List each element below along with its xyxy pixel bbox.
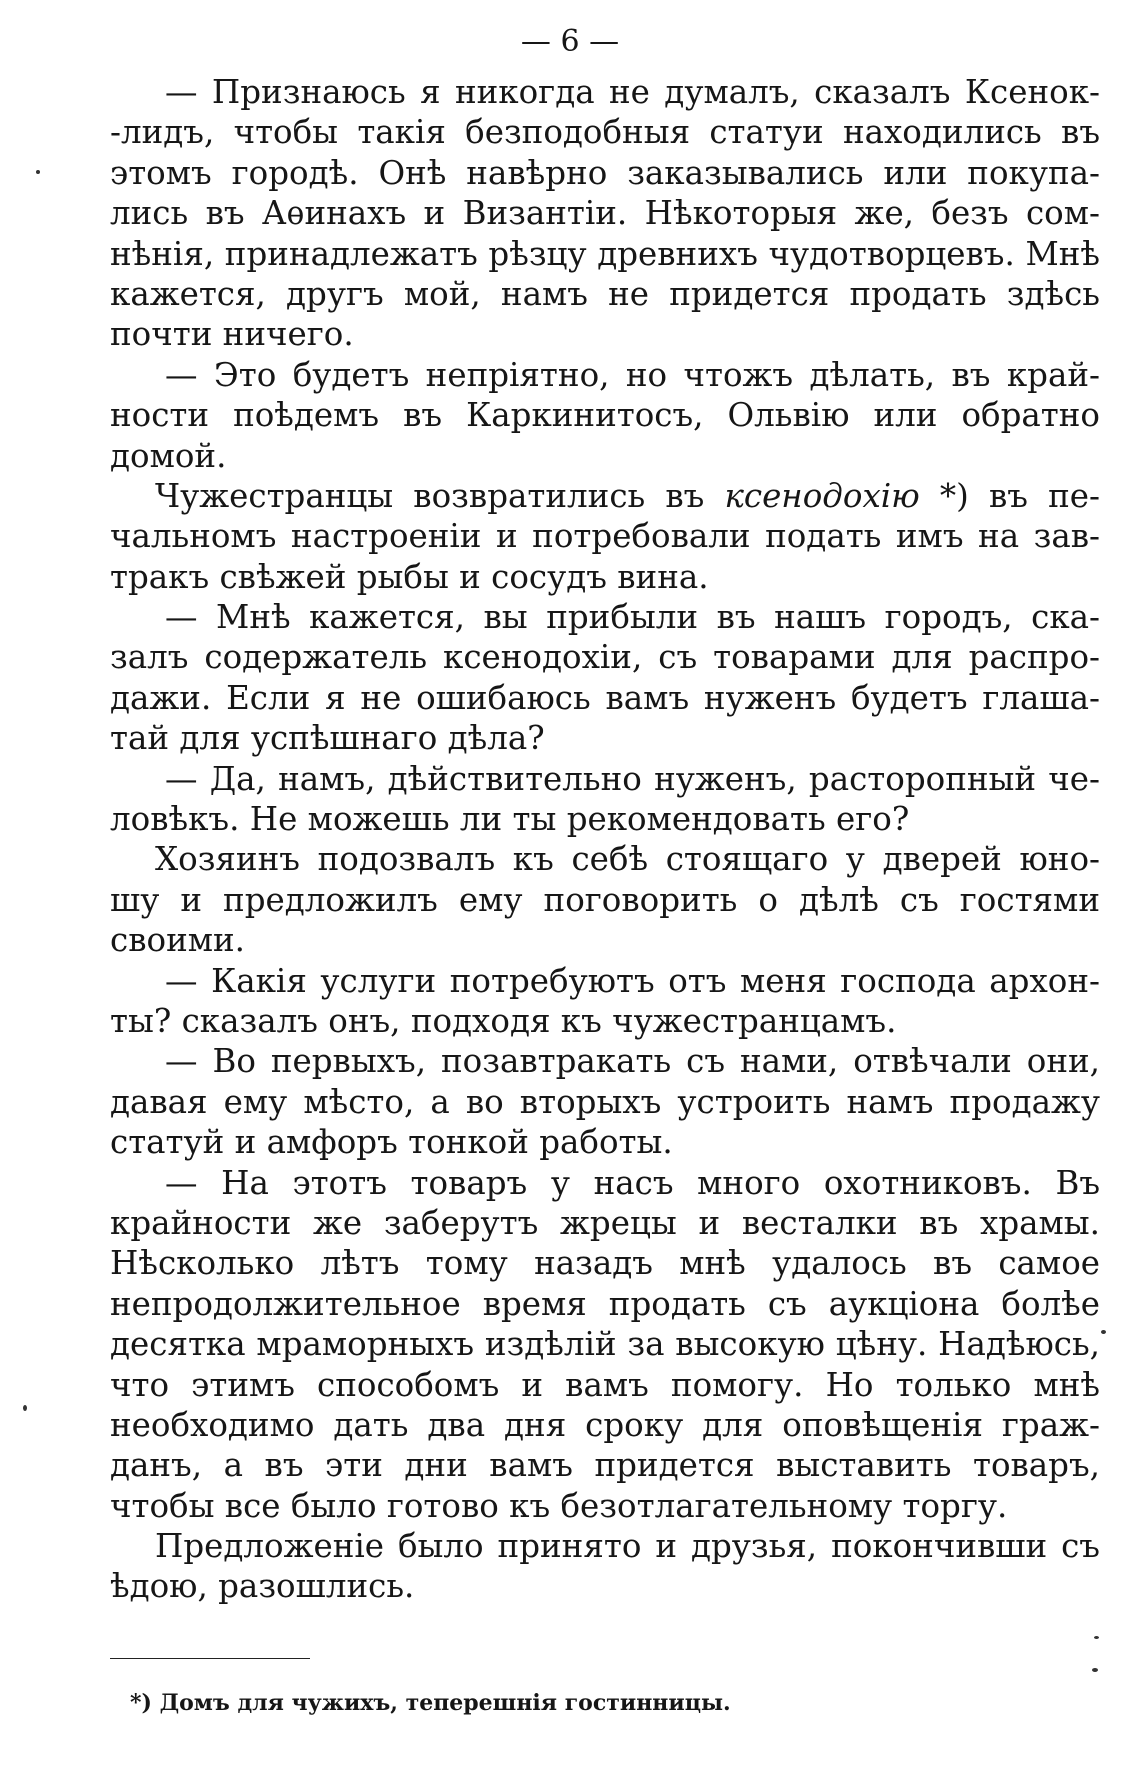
- text-line: ности поѣдемъ въ Каркинитосъ, Ольвію или обратно: [110, 396, 1100, 435]
- text-line: чальномъ настроеніи и потребовали подать имъ на зав-: [110, 517, 1100, 556]
- text-line: непродолжительное время продать съ аукціона болѣе: [110, 1284, 1100, 1323]
- text-line: — Мнѣ кажется, вы прибыли въ нашъ городъ, ска-: [165, 598, 1100, 637]
- text-line: чтобы все было готово къ безотлагательному торгу.: [110, 1486, 1008, 1525]
- print-speck: [1101, 1330, 1106, 1334]
- text-line: — Да, намъ, дѣйствительно нуженъ, расторопный че-: [165, 759, 1100, 798]
- text-line: залъ содержатель ксенодохіи, съ товарами для распро-: [110, 638, 1100, 677]
- text-line: своими.: [110, 921, 245, 960]
- text-line: тракъ свѣжей рыбы и сосудъ вина.: [110, 557, 709, 596]
- text-line: что этимъ способомъ и вамъ помогу. Но только мнѣ: [110, 1365, 1100, 1404]
- footnote: *) Домъ для чужихъ, теперешнія гостинницы.: [130, 1690, 731, 1716]
- text-line: дажи. Если я не ошибаюсь вамъ нуженъ будетъ глаша-: [110, 678, 1100, 717]
- text-line: нѣнія, принадлежатъ рѣзцу древнихъ чудотворцевъ. Мнѣ: [110, 234, 1100, 273]
- text-line: статуй и амфоръ тонкой работы.: [110, 1123, 673, 1162]
- print-speck: [23, 1405, 27, 1411]
- text-line: десятка мраморныхъ издѣлій за высокую цѣну. Надѣюсь,: [110, 1325, 1100, 1364]
- text-segment: Чужестранцы возвратились въ: [155, 476, 725, 515]
- print-speck: [36, 170, 40, 174]
- print-speck: [1092, 1668, 1098, 1672]
- text-line: — Признаюсь я никогда не думалъ, сказалъ Ксенок-: [165, 73, 1100, 111]
- text-line: — На этотъ товаръ у насъ много охотниковъ. Въ: [165, 1163, 1100, 1202]
- text-line: давая ему мѣсто, а во вторыхъ устроить намъ продажу: [110, 1082, 1100, 1121]
- text-line: необходимо дать два дня сроку для оповѣщенія граж-: [110, 1405, 1100, 1444]
- text-line: — Какія услуги потребуютъ отъ меня господа архон-: [165, 961, 1100, 1000]
- italic-term: ксенодохію: [724, 476, 920, 515]
- text-line: кажется, другъ мой, намъ не придется продать здѣсь: [110, 274, 1100, 313]
- text-line: Нѣсколько лѣтъ тому назадъ мнѣ удалось въ самое: [110, 1244, 1100, 1283]
- print-speck: [1094, 1636, 1099, 1639]
- text-line: домой.: [110, 436, 227, 475]
- text-line: ты? сказалъ онъ, подходя къ чужестранцамъ.: [110, 1001, 897, 1040]
- text-line: — Во первыхъ, позавтракать съ нами, отвѣчали они,: [165, 1042, 1100, 1081]
- text-line: лись въ Аѳинахъ и Византіи. Нѣкоторыя же, безъ сом-: [110, 194, 1100, 233]
- text-line: — Это будетъ непріятно, но чтожъ дѣлать, въ край-: [165, 355, 1100, 394]
- text-line: Предложеніе было принято и друзья, покончивши съ: [155, 1527, 1100, 1566]
- footnote-divider: [110, 1658, 310, 1659]
- text-line: крайности же заберутъ жрецы и весталки въ храмы.: [110, 1203, 1100, 1242]
- text-line: ѣдою, разошлись.: [110, 1567, 415, 1606]
- text-line: [110, 476, 1100, 516]
- text-line: тай для успѣшнаго дѣла?: [110, 719, 545, 758]
- text-line: почти ничего.: [110, 315, 354, 354]
- page-number: — 6 —: [520, 24, 620, 59]
- text-line: данъ, а въ эти дни вамъ придется выставить товаръ,: [110, 1446, 1100, 1485]
- text-segment: *) въ пе-: [919, 476, 1100, 515]
- text-line: шу и предложилъ ему поговорить о дѣлѣ съ гостями: [110, 880, 1100, 919]
- text-line: ловѣкъ. Не можешь ли ты рекомендовать его?: [110, 800, 910, 839]
- text-line: этомъ городѣ. Онѣ навѣрно заказывались или покупа-: [110, 153, 1100, 192]
- text-line: Хозяинъ подозвалъ къ себѣ стоящаго у дверей юно-: [155, 840, 1100, 879]
- text-line: -лидъ, чтобы такія безподобныя статуи находились въ: [110, 113, 1100, 152]
- body-text: [110, 72, 1100, 1607]
